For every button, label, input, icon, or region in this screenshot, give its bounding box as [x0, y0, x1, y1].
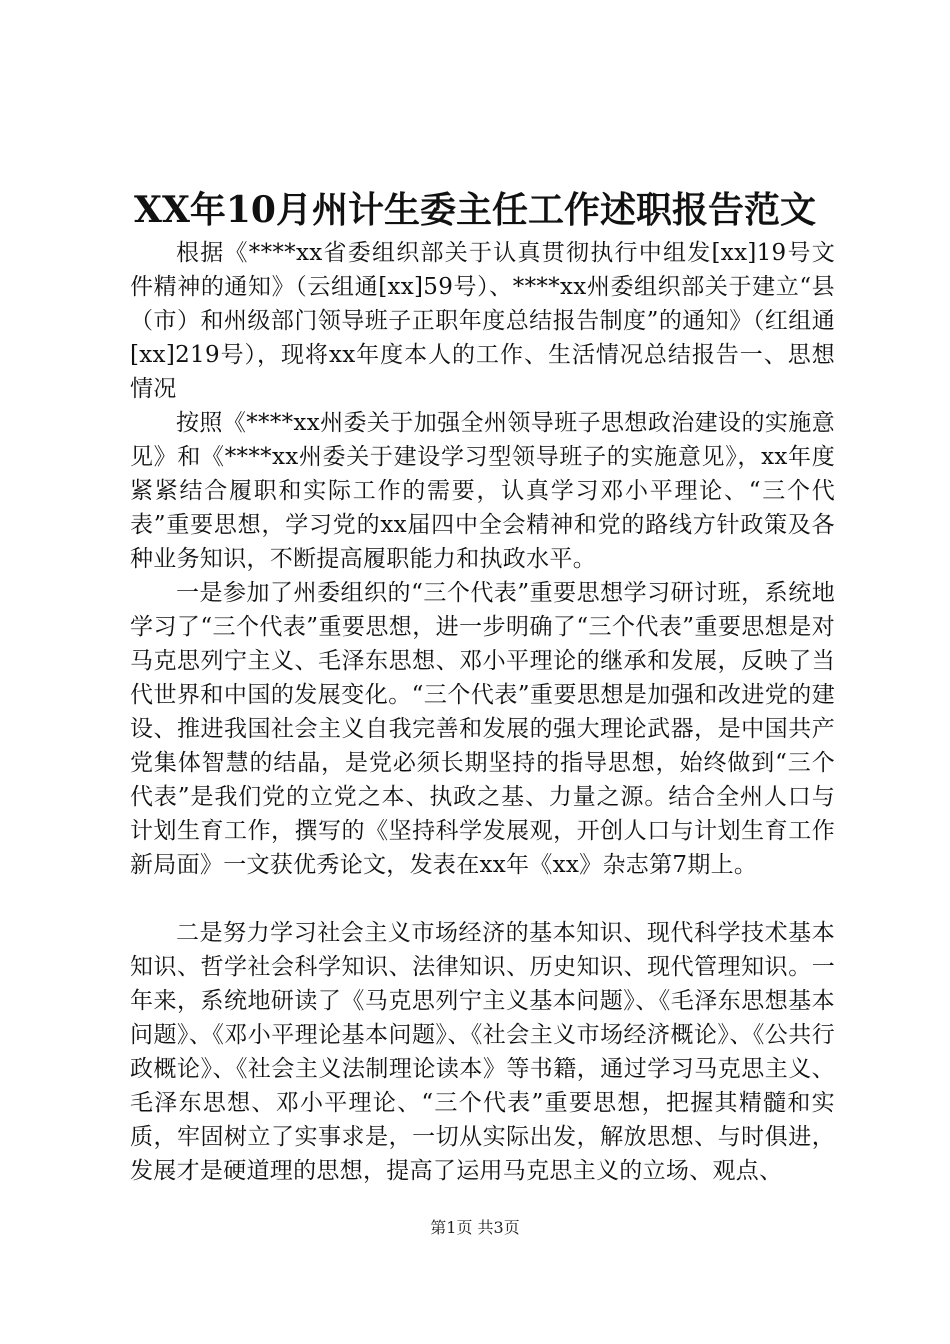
paragraph-study-plan: 按照《****xx州委关于加强全州领导班子思想政治建设的实施意见》和《****xx州委关于建设学习型领导班子的实施意见》，xx年度紧紧结合履职和实际工作的需要，认真学习邓小平理论、“三个代表”重要思想，学习党的xx届四中全会精神和党的路线方针政策及各种业务知识，不断提高履职能力和执政水平。: [130, 410, 835, 572]
document-body: [130, 236, 835, 1188]
document-title: XX年10月州计生委主任工作述职报告范文: [134, 189, 816, 231]
page-number-footer: 第1页 共3页: [430, 1218, 520, 1237]
paragraph-point-two: 二是努力学习社会主义市场经济的基本知识、现代科学技术基本知识、哲学社会科学知识、法律知识、历史知识、现代管理知识。一年来，系统地研读了《马克思列宁主义基本问题》、《毛泽东思想基本问题》、《邓小平理论基本问题》、《社会主义市场经济概论》、《公共行政概论》、《社会主义法制理论读本》等书籍，通过学习马克思主义、毛泽东思想、邓小平理论、“三个代表”重要思想，把握其精髓和实质，牢固树立了实事求是，一切从实际出发，解放思想、与时俱进，发展才是硬道理的思想，提高了运用马克思主义的立场、观点、: [130, 920, 835, 1184]
paragraph-point-one: 一是参加了州委组织的“三个代表”重要思想学习研讨班，系统地学习了“三个代表”重要思想，进一步明确了“三个代表”重要思想是对马克思列宁主义、毛泽东思想、邓小平理论的继承和发展，反映了当代世界和中国的发展变化。“三个代表”重要思想是加强和改进党的建设、推进我国社会主义自我完善和发展的强大理论武器，是中国共产党集体智慧的结晶，是党必须长期坚持的指导思想，始终做到“三个代表”是我们党的立党之本、执政之基、力量之源。结合全州人口与计划生育工作，撰写的《坚持科学发展观，开创人口与计划生育工作新局面》一文获优秀论文，发表在xx年《xx》杂志第7期上。: [130, 580, 835, 878]
paragraph-intro: 根据《****xx省委组织部关于认真贯彻执行中组发[xx]19号文件精神的通知》（云组通[xx]59号）、****xx州委组织部关于建立“县（市）和州级部门领导班子正职年度总结报告制度”的通知》（红组通[xx]219号），现将xx年度本人的工作、生活情况总结报告一、思想情况: [130, 240, 835, 402]
